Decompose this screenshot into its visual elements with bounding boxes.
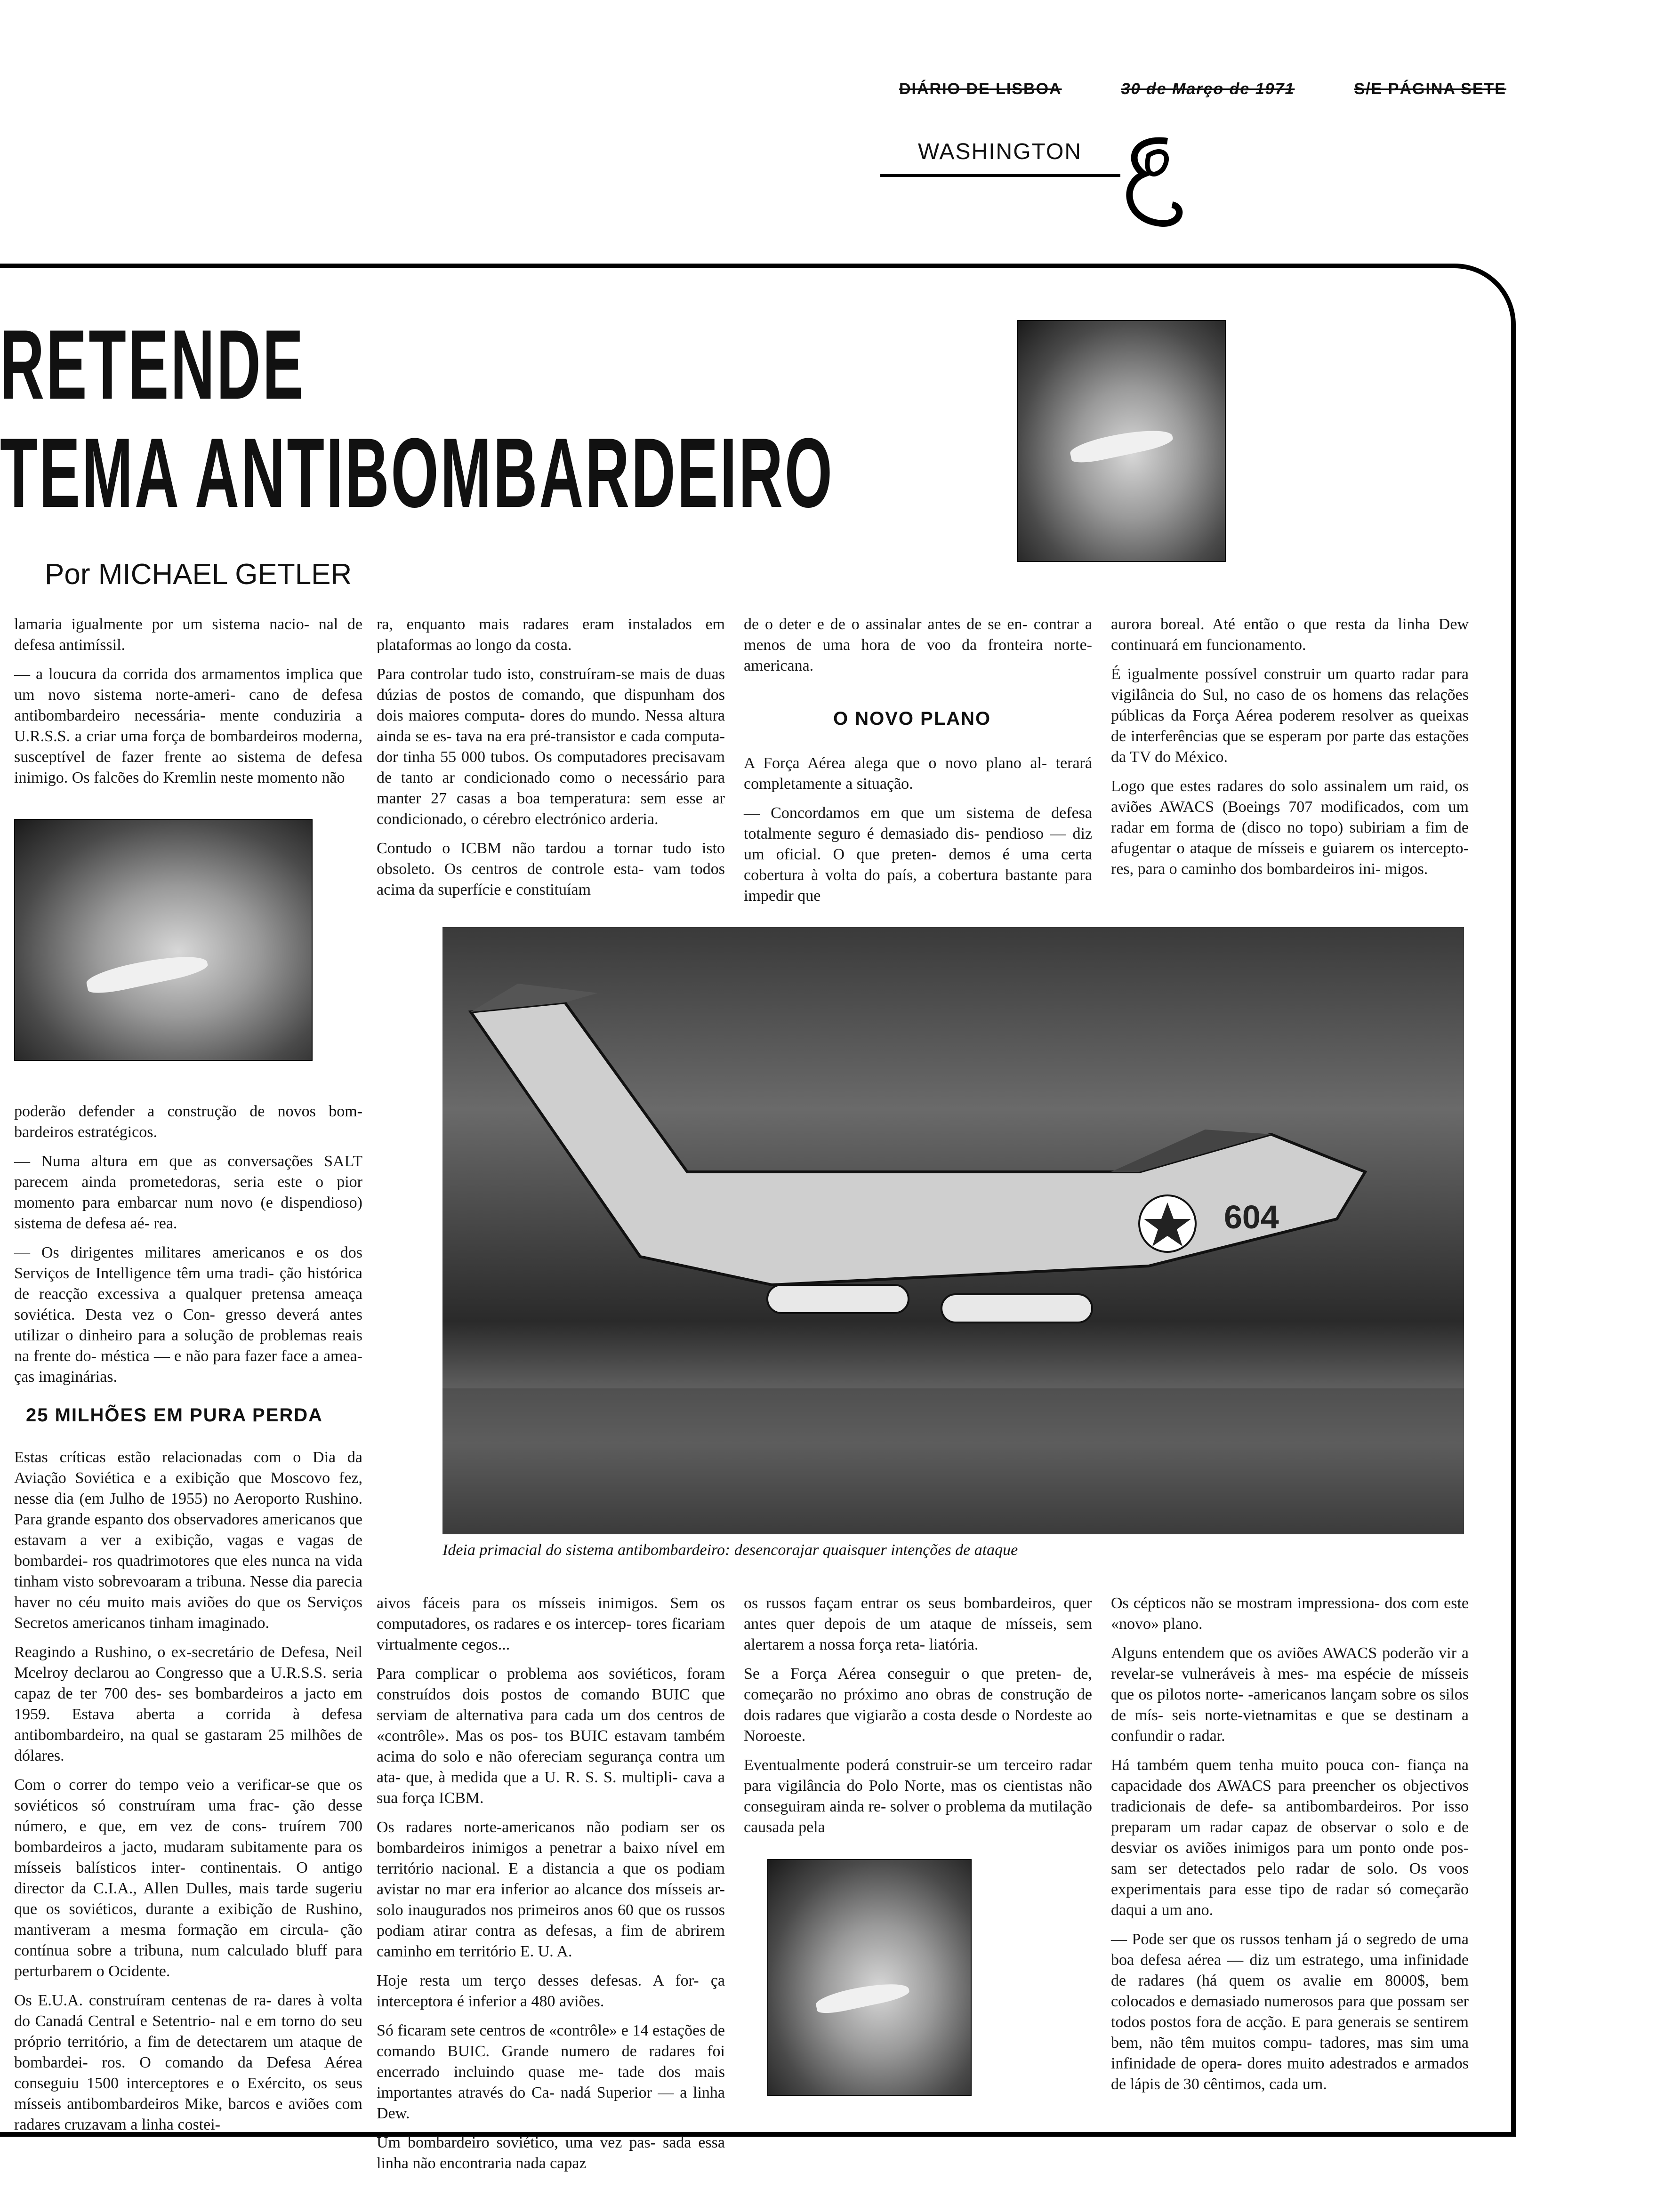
paragraph: Com o correr do tempo veio a verificar-se que os soviéticos só construíram uma frac- ção desse número, e que, em vez de cons- truírem 700 bombardeiros a jacto, mudaram subitamente para os mísseis balísticos inter- continentais. O antigo director da C.I.A., Allen Dulles, mais tarde sugeriu que os soviéticos, durante a exibição de Rushino, mantiveram a mesma formação em circula- ção contínua sobre a tribuna, num calculado bluff para perturbarem o Ocidente. (14, 1776, 362, 1980)
paragraph: Se a Força Aérea conseguir o que preten- de, começarão no próximo ano obras de construção de dois radares que vigiarão a costa desde o Nordeste ao Noroeste. (744, 1665, 1092, 1745)
jet-icon (85, 949, 209, 997)
column-4-top (1111, 614, 1469, 888)
paragraph: Reagindo a Rushino, o ex-secretário de Defesa, Neil Mcelroy declarou ao Congresso que a U.R.S.S. seria capaz de ter 700 des- ses bombardeiros a jacto em 1959. Estava aberta a corrida à defesa antibombardeiro, na qual se gastaram 25 milhões de dólares. (14, 1643, 362, 1764)
paragraph: aivos fáceis para os mísseis inimigos. Sem os computadores, os radares e os intercep- tores ficariam virtualmente cegos... (377, 1595, 725, 1653)
a4-skyhawk-icon (442, 927, 1464, 1534)
paragraph: — Pode ser que os russos tenham já o segredo de uma boa defesa aérea — diz um estratego, uma infinidade de radares (há quem os avalie em 8000$, bem colocados e demasiado numerosos para que possam ser todos postos fora de acção. E para generais se sentirem bem, não têm muitos compu- tadores, mas sim uma infinidade de opera- dores muito adestrados e armados de lápis de 30 cêntimos, cada um. (1111, 1931, 1469, 2093)
paragraph: Para controlar tudo isto, construíram-se mais de duas dúzias de postos de comando, que dispunham dos dois maiores computa- dores do mundo. Nessa altura ainda se es- tava na era pré-transistor e cada computa- dor tinha 55 000 tubos. Os computadores precisavam de tanto ar condicionado como o necessário para manter 27 casas a boa temperatura: sem esse ar condicionado, o cérebro electrónico arderia. (377, 665, 725, 828)
paragraph: poderão defender a construção de novos bom- bardeiros estratégicos. (14, 1103, 362, 1141)
column-2-top (377, 614, 725, 909)
headline-line-1: RETENDE (0, 309, 306, 420)
jet-photo-top (1017, 320, 1226, 562)
headline-line-2: TEMA ANTIBOMBARDEIRO (0, 417, 834, 528)
paragraph: Alguns entendem que os aviões AWACS poderão vir a revelar-se vulneráveis à mes- ma espécie de mísseis que os pilotos norte- -americanos lançam sobre os silos de mís- seis norte-vietnamitas e que se destinam a confundir o radar. (1111, 1644, 1469, 1745)
paragraph: os russos façam entrar os seus bombardeiros, quer antes quer depois de um ataque de mísseis, sem alertarem a nossa força reta- liatória. (744, 1595, 1092, 1653)
paper-name: DIÁRIO DE LISBOA (899, 80, 1062, 98)
paragraph: de o deter e de o assinalar antes de se en- contrar a menos de uma hora de voo da fronteira norte-americana. (744, 616, 1092, 674)
paragraph: Os radares norte-americanos não podiam ser os bombardeiros inimigos a penetrar a baixo nível em território nacional. E a distancia a que os podiam avistar no mar era inferior ao alcance dos mísseis ar-solo inaugurados nos primeiros anos 60 que os russos podiam atirar contra as defesas, a fim de abrirem caminho em território E. U. A. (377, 1819, 725, 1960)
jet-icon (814, 1978, 910, 2017)
section-label: WASHINGTON (918, 139, 1082, 164)
paragraph: É igualmente possível construir um quarto radar para vigilância do Sul, no caso de os homens das relações públicas da Força Aérea poderem resolver as queixas de interferências que se esperam por parte das estações da TV do México. (1111, 665, 1469, 766)
jet-photo-left (14, 819, 313, 1061)
paragraph: lamaria igualmente por um sistema nacio- nal de defesa antimíssil. (14, 616, 362, 654)
column-1-middle (14, 1101, 362, 1396)
paragraph: A Força Aérea alega que o novo plano al- terará completamente a situação. (744, 754, 1092, 793)
column-3-middle (744, 753, 1092, 915)
section-logo-icon (1116, 127, 1186, 235)
paragraph: Hoje resta um terço desses defesas. A for- ça interceptora é inferior a 480 aviões. (377, 1972, 725, 2010)
paragraph: ra, enquanto mais radares eram instalados em plataformas ao longo da costa. (377, 616, 725, 654)
column-2-lower (377, 1593, 725, 2182)
paragraph: Só ficaram sete centros de «contrôle» e 14 estações de comando BUIC. Grande numero de radares foi encerrado incluindo quase me- tade dos mais importantes através do Ca- nadá Superior — a linha Dew. (377, 2022, 725, 2122)
paragraph: Logo que estes radares do solo assinalem um raid, os aviões AWACS (Boeings 707 modificados, com um radar em forma de (disco no topo) subiriam a fim de afugentar o ataque de mísseis e guiarem os intercepto- res, para o caminho dos bombardeiros ini- migos. (1111, 777, 1469, 878)
column-1-top (14, 614, 362, 797)
photo-caption: Ideia primacial do sistema antibombardeiro: desencorajar quaisquer intenções de ataque (442, 1541, 1018, 1559)
paragraph: aurora boreal. Até então o que resta da linha Dew continuará em funcionamento. (1111, 616, 1469, 654)
paragraph: Eventualmente poderá construir-se um terceiro radar para vigilância do Polo Norte, mas os cientistas não conseguiram ainda re- solver o problema da mutilação causada pela (744, 1756, 1092, 1836)
column-3-lower (744, 1593, 1092, 1846)
main-jet-photo (442, 927, 1464, 1534)
paragraph: Há também quem tenha muito pouca con- fiança na capacidade dos AWACS para preencher os objectivos tradicionais de defe- sa antibombardeiros. Por isso preparam um radar capaz de observar o solo e de desviar os aviões inimigos para um ponto onde pos- sam ser detectados pelo radar de solo. Os voos experimentais para esse tipo de radar só começarão daqui a um ano. (1111, 1756, 1469, 1919)
paragraph: Um bombardeiro soviético, uma vez pas- sada essa linha não encontraria nada capaz (377, 2134, 725, 2172)
byline: Por MICHAEL GETLER (45, 558, 352, 591)
aircraft-number: 604 (1224, 1199, 1279, 1235)
paragraph: Contudo o ICBM não tardou a tornar tudo isto obsoleto. Os centros de controle esta- vam todos acima da superfície e constituíam (377, 840, 725, 898)
paragraph: — Os dirigentes militares americanos e os dos Serviços de Intelligence têm uma tradi- ção histórica de reacção excessiva a qualquer pretensa ameaça soviética. Desta vez o Con- gresso deverá antes utilizar o dinheiro para a solução de problemas reais na frente do- méstica — e não para fazer face a amea- ças imaginárias. (14, 1244, 362, 1386)
subheading-novo-plano: O NOVO PLANO (833, 708, 991, 729)
paragraph: Para complicar o problema aos soviéticos, foram construídos dois postos de comando BUIC que serviam de alternativa para cada um dos centros de «contrôle». Mas os pos- tos BUIC estavam também acima do solo e não ofereciam segurança contra um ata- que, à medida que a U. R. S. S. multipli- cava a sua força ICBM. (377, 1665, 725, 1807)
subheading-25-milhoes: 25 MILHÕES EM PURA PERDA (26, 1405, 323, 1426)
section-rule (880, 174, 1120, 177)
paragraph: — Concordamos em que um sistema de defesa totalmente seguro é demasiado dis- pendioso — diz um oficial. O que preten- demos é uma certa cobertura à volta do país, a cobertura bastante para impedir que (744, 804, 1092, 905)
jet-photo-bottom (767, 1859, 972, 2096)
issue-date: 30 de Março de 1971 (1121, 80, 1295, 98)
paragraph: Os E.U.A. construíram centenas de ra- dares à volta do Canadá Central e Setentrio- nal e em torno do seu próprio território, a fim de detectarem um ataque de bombardei- ros. O comando da Defesa Aérea conseguiu 1500 interceptores e o Exército, os seus mísseis antibombardeiros Mike, barcos e aviões com radares cruzavam a linha costei- (14, 1992, 362, 2133)
paragraph: — Numa altura em que as conversações SALT parecem ainda prometedoras, seria este o pior momento para embarcar num novo (e dispendioso) sistema de defesa aé- rea. (14, 1153, 362, 1232)
page-number: S/E PÁGINA SETE (1354, 80, 1506, 98)
paragraph: — a loucura da corrida dos armamentos implica que um novo sistema norte-ameri- cano de defesa antibombardeiro necessária- mente conduziria a U.R.S.S. a criar uma força de bombardeiros moderna, susceptível de fazer frente ao sistema de defesa inimigo. Os falcões do Kremlin neste momento não (14, 665, 362, 786)
masthead (899, 80, 1506, 98)
column-1-lower (14, 1447, 362, 2144)
column-3-top (744, 614, 1092, 685)
jet-icon (1069, 424, 1174, 466)
column-4-lower (1111, 1593, 1469, 2103)
paragraph: Estas críticas estão relacionadas com o Dia da Aviação Soviética e a exibição que Moscovo fez, nesse dia (em Julho de 1955) no Aeroporto Rushino. Para grande espanto dos observadores americanos que estavam a ver a exibição, vagas e vagas de bombardei- ros quadrimotores que eles nunca na vida tinham visto sobrevoaram a tribuna. Nesse dia parecia haver no céu muito mais aviões do que os Serviços Secretos americanos tinham imaginado. (14, 1449, 362, 1632)
paragraph: Os cépticos não se mostram impressiona- dos com este «novo» plano. (1111, 1595, 1469, 1633)
